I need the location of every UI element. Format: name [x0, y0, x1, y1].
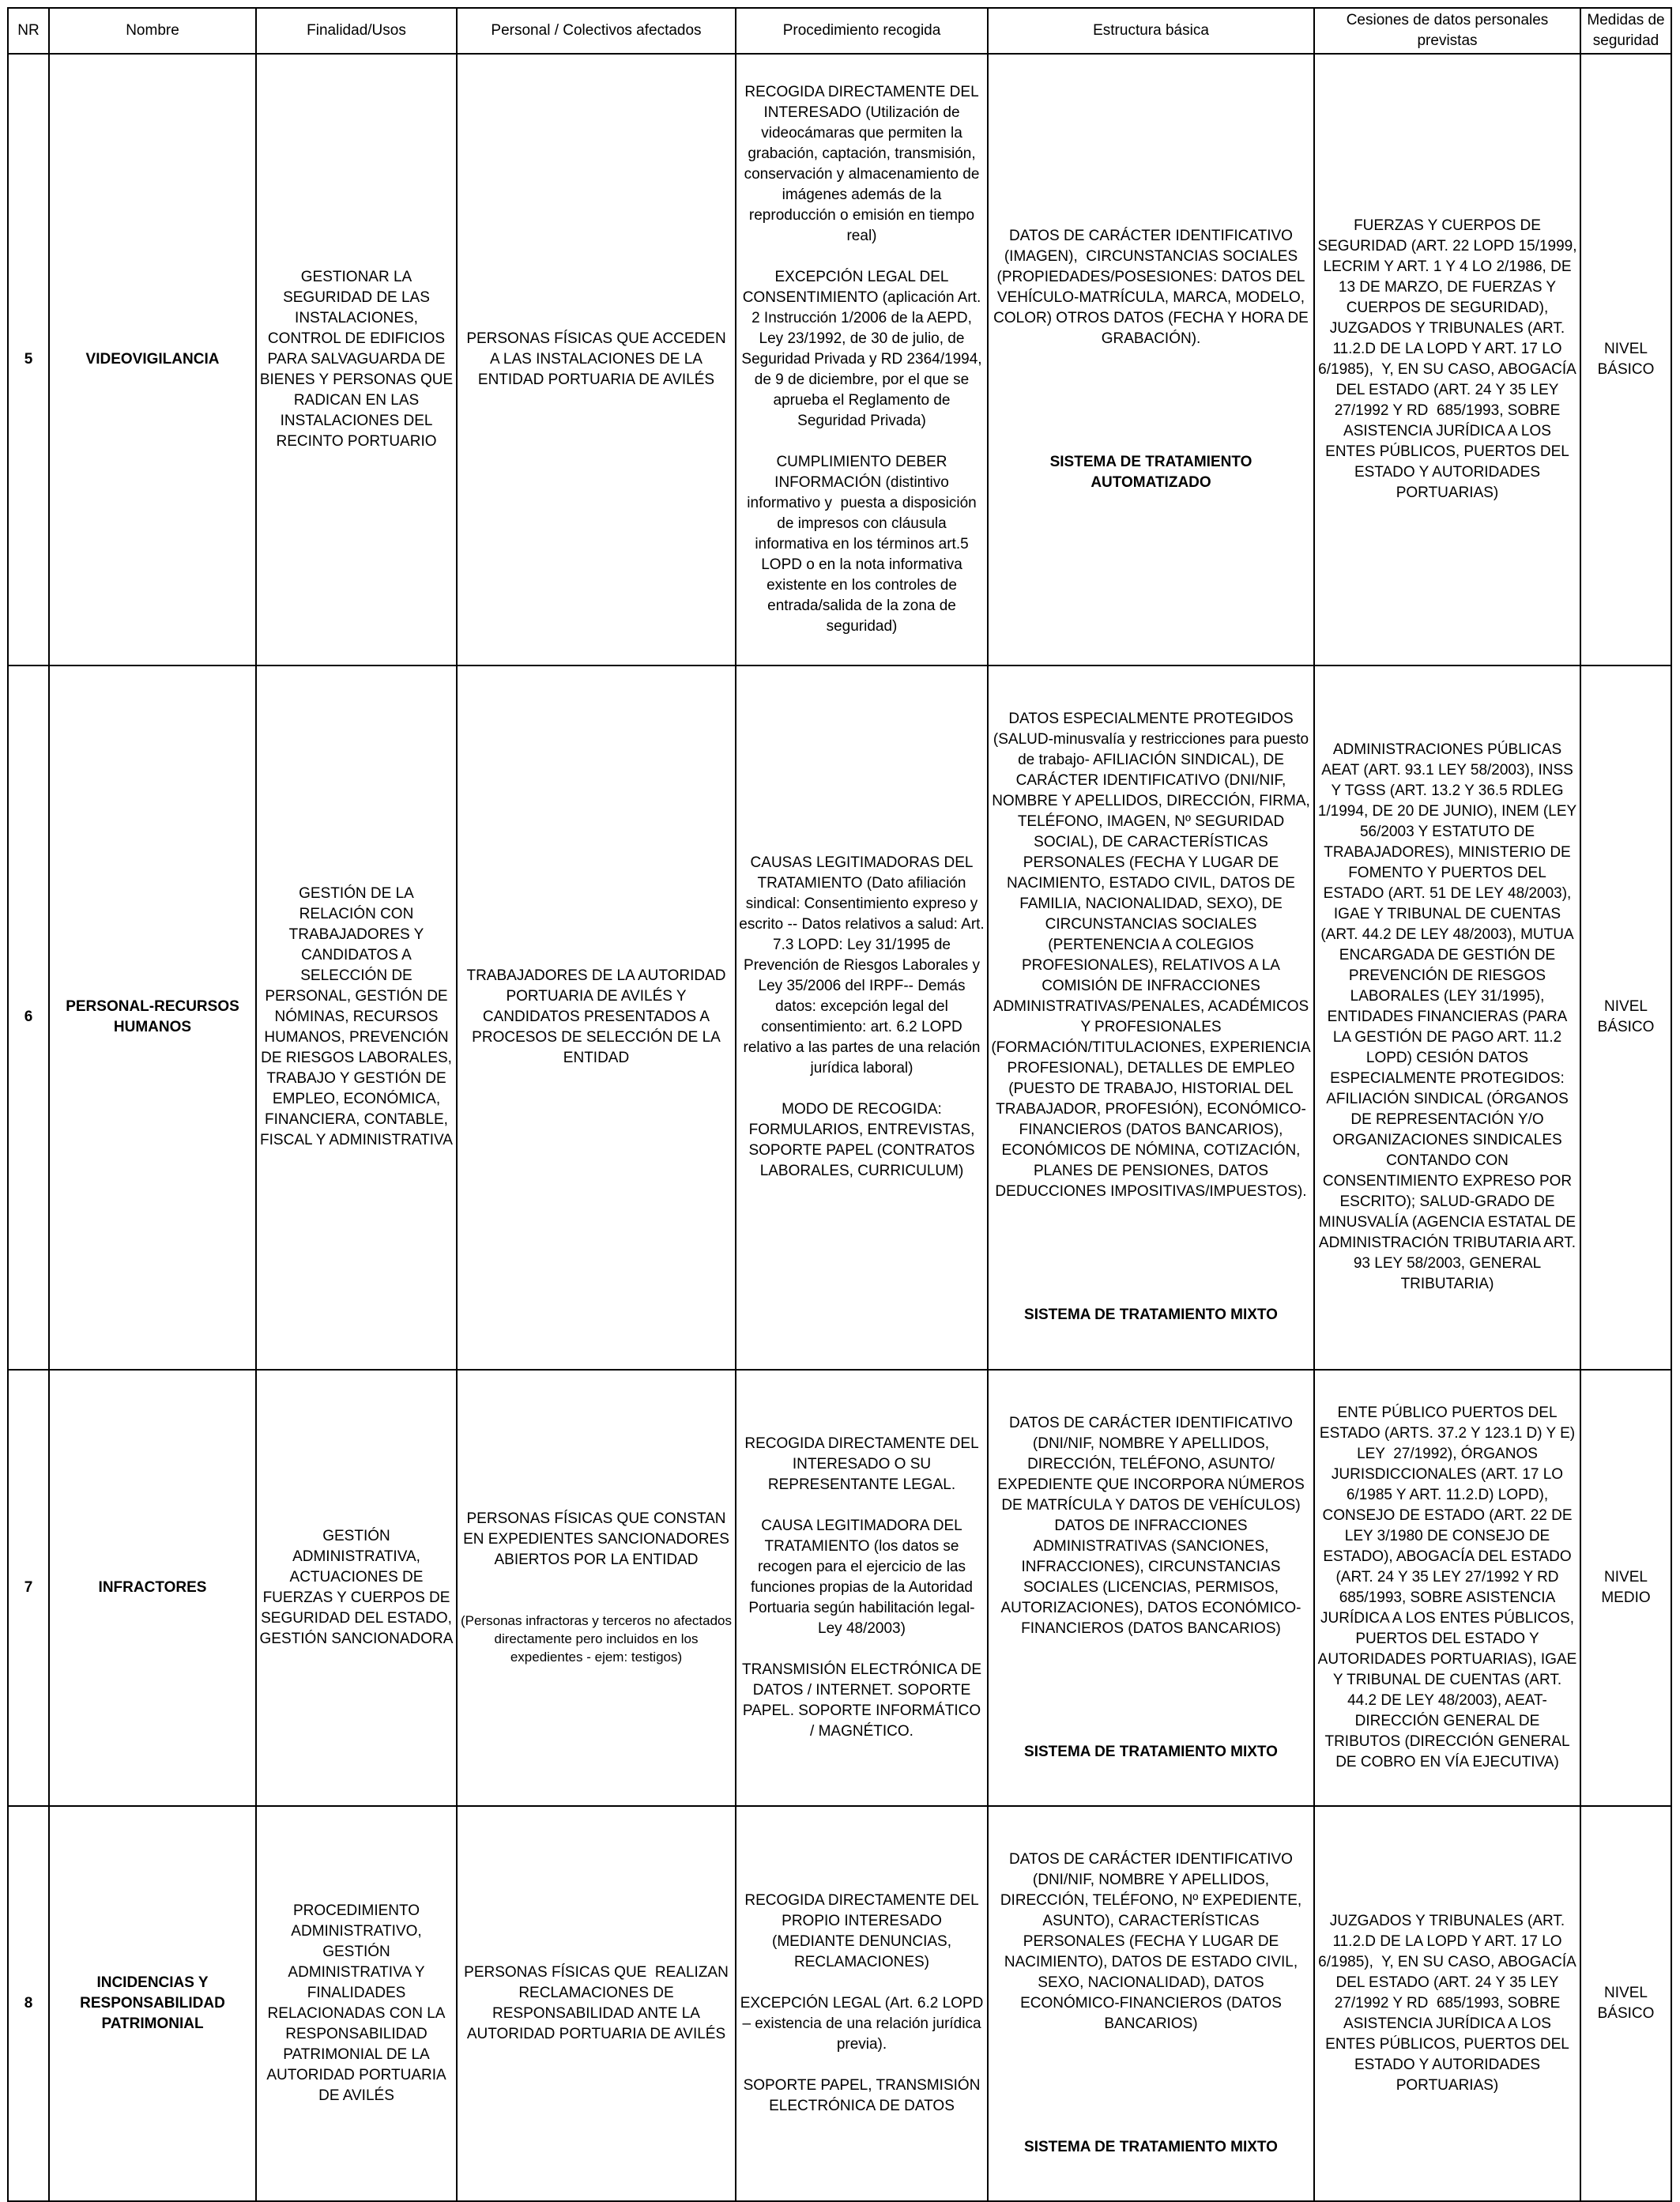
colectivos-text: PERSONAS FÍSICAS QUE CONSTAN EN EXPEDIENTES SANCIONADORES ABIERTOS POR LA ENTIDAD: [463, 1510, 733, 1568]
estructura-text: DATOS ESPECIALMENTE PROTEGIDOS (SALUD-minusvalía y restricciones para puesto de trabajo- AFILIACIÓN SINDICAL), DE CARÁCTER IDENTIFICATIVO (DNI/NIF, NOMBRE Y APELLIDOS, DIRECCIÓN, FIRMA, TELÉFONO, IMAGEN, Nº SEGURIDAD SOCIAL), DE CARACTERÍSTICAS PERSONALES (FECHA Y LUGAR DE NACIMIENTO, ESTADO CIVIL, DATOS DE FAMILIA, NACIONALIDAD, SEXO), DE CIRCUNSTANCIAS SOCIALES (PERTENENCIA A COLEGIOS PROFESIONALES), RELATIVOS A LA COMISIÓN DE INFRACCIONES ADMINISTRATIVAS/PENALES, ACADÉMICOS Y PROFESIONALES (FORMACIÓN/TITULACIONES, EXPERIENCIA PROFESIONAL), DETALLES DE EMPLEO (PUESTO DE TRABAJO, HISTORIAL DEL TRABAJADOR, PROFESIÓN), ECONÓMICO-FINANCIEROS (DATOS BANCARIOS), ECONÓMICOS DE NÓMINA, COTIZACIÓN, PLANES DE PENSIONES, DATOS DEDUCCIONES IMPOSITIVAS/IMPUESTOS).: [991, 711, 1315, 1201]
sistema-tratamiento: SISTEMA DE TRATAMIENTO MIXTO: [1024, 1743, 1278, 1760]
row-colectivos: PERSONAS FÍSICAS QUE ACCEDEN A LAS INSTALACIONES DE LA ENTIDAD PORTUARIA DE AVILÉS: [457, 54, 736, 666]
row-nombre: PERSONAL-RECURSOS HUMANOS: [49, 666, 256, 1370]
data-protection-register-table: [7, 7, 1672, 2202]
row-nr: 7: [8, 1370, 49, 1806]
estructura-text: DATOS DE CARÁCTER IDENTIFICATIVO (IMAGEN), CIRCUNSTANCIAS SOCIALES (PROPIEDADES/POSESIONES: DATOS DEL VEHÍCULO-MATRÍCULA, MARCA, MODELO, COLOR) OTROS DATOS (FECHA Y HORA DE GRABACIÓN).: [993, 227, 1313, 347]
row-finalidad: GESTIÓN DE LA RELACIÓN CON TRABAJADORES Y CANDIDATOS A SELECCIÓN DE PERSONAL, GESTIÓN DE NÓMINAS, RECURSOS HUMANOS, PREVENCIÓN DE RIESGOS LABORALES, TRABAJO Y GESTIÓN DE EMPLEO, ECONÓMICA, FINANCIERA, CONTABLE, FISCAL Y ADMINISTRATIVA: [256, 666, 457, 1370]
header-finalidad: Finalidad/Usos: [256, 8, 457, 54]
row-medidas: NIVEL BÁSICO: [1580, 1806, 1671, 2201]
table-row: [8, 1806, 1671, 2201]
sistema-tratamiento: SISTEMA DE TRATAMIENTO AUTOMATIZADO: [1049, 454, 1256, 492]
header-row: [8, 8, 1671, 54]
row-cesiones: ENTE PÚBLICO PUERTOS DEL ESTADO (ARTS. 37.2 Y 123.1 D) Y E) LEY 27/1992), ÓRGANOS JURISDICCIONALES (ART. 17 LO 6/1985 Y ART. 11.2.D) LOPD), CONSEJO DE ESTADO (ART. 22 DE LEY 3/1980 DE CONSEJO DE ESTADO), ABOGACÍA DEL ESTADO (ART. 24 Y 35 LEY 27/1992 Y RD 685/1993, SOBRE ASISTENCIA JURÍDICA A LOS ENTES PÚBLICOS, PUERTOS DEL ESTADO Y AUTORIDADES PORTUARIAS), IGAE Y TRIBUNAL DE CUENTAS (ART. 44.2 DE LEY 48/2003), AEAT-DIRECCIÓN GENERAL DE TRIBUTOS (DIRECCIÓN GENERAL DE COBRO EN VÍA EJECUTIVA): [1314, 1370, 1580, 1806]
estructura-text: DATOS DE CARÁCTER IDENTIFICATIVO (DNI/NIF, NOMBRE Y APELLIDOS, DIRECCIÓN, TELÉFONO, ASUNTO/ EXPEDIENTE QUE INCORPORA NÚMEROS DE MATRÍCULA Y DATOS DE VEHÍCULOS) DATOS DE INFRACCIONES ADMINISTRATIVAS (SANCIONES, INFRACCIONES), CIRCUNSTANCIAS SOCIALES (LICENCIAS, PERMISOS, AUTORIZACIONES), DATOS ECONÓMICO-FINANCIEROS (DATOS BANCARIOS): [997, 1414, 1309, 1637]
sistema-tratamiento: SISTEMA DE TRATAMIENTO MIXTO: [1024, 1306, 1278, 1324]
row-nr: 6: [8, 666, 49, 1370]
row-estructura: [988, 1370, 1314, 1806]
row-estructura: [988, 1806, 1314, 2201]
row-medidas: NIVEL MEDIO: [1580, 1370, 1671, 1806]
row-procedimiento: RECOGIDA DIRECTAMENTE DEL INTERESADO O SU REPRESENTANTE LEGAL. CAUSA LEGITIMADORA DEL TRATAMIENTO (los datos se recogen para el ejercicio de las funciones propias de la Autoridad Portuaria según habilitación legal- Ley 48/2003) TRANSMISIÓN ELECTRÓNICA DE DATOS / INTERNET. SOPORTE PAPEL. SOPORTE INFORMÁTICO / MAGNÉTICO.: [736, 1370, 988, 1806]
table-row: [8, 54, 1671, 666]
row-nombre: INCIDENCIAS Y RESPONSABILIDAD PATRIMONIAL: [49, 1806, 256, 2201]
row-estructura: [988, 54, 1314, 666]
colectivos-note: (Personas infractoras y terceros no afectados directamente pero incluidos en los expedientes - ejem: testigos): [461, 1612, 736, 1665]
table-row: [8, 1370, 1671, 1806]
header-cesiones: Cesiones de datos personales previstas: [1314, 8, 1580, 54]
row-colectivos: PERSONAS FÍSICAS QUE REALIZAN RECLAMACIONES DE RESPONSABILIDAD ANTE LA AUTORIDAD PORTUARIA DE AVILÉS: [457, 1806, 736, 2201]
row-procedimiento: CAUSAS LEGITIMADORAS DEL TRATAMIENTO (Dato afiliación sindical: Consentimiento expreso y escrito -- Datos relativos a salud: Art. 7.3 LOPD: Ley 31/1995 de Prevención de Riesgos Laborales y Ley 35/2006 del IRPF-- Demás datos: excepción legal del consentimiento: art. 6.2 LOPD relativo a las partes de una relación jurídica laboral) MODO DE RECOGIDA: FORMULARIOS, ENTREVISTAS, SOPORTE PAPEL (CONTRATOS LABORALES, CURRICULUM): [736, 666, 988, 1370]
sistema-tratamiento: SISTEMA DE TRATAMIENTO MIXTO: [1024, 2139, 1278, 2156]
header-colectivos: Personal / Colectivos afectados: [457, 8, 736, 54]
row-colectivos: TRABAJADORES DE LA AUTORIDAD PORTUARIA DE AVILÉS Y CANDIDATOS PRESENTADOS A PROCESOS DE SELECCIÓN DE LA ENTIDAD: [457, 666, 736, 1370]
header-nr: NR: [8, 8, 49, 54]
table-row: [8, 666, 1671, 1370]
row-nombre: VIDEOVIGILANCIA: [49, 54, 256, 666]
row-cesiones: ADMINISTRACIONES PÚBLICAS AEAT (ART. 93.1 LEY 58/2003), INSS Y TGSS (ART. 13.2 Y 36.5 RDLEG 1/1994, DE 20 DE JUNIO), INEM (LEY 56/2003 Y ESTATUTO DE TRABAJADORES), MINISTERIO DE FOMENTO Y PUERTOS DEL ESTADO (ART. 51 DE LEY 48/2003), IGAE Y TRIBUNAL DE CUENTAS (ART. 44.2 DE LEY 48/2003), MUTUA ENCARGADA DE GESTIÓN DE PREVENCIÓN DE RIESGOS LABORALES (LEY 31/1995), ENTIDADES FINANCIERAS (PARA LA GESTIÓN DE PAGO ART. 11.2 LOPD) CESIÓN DATOS ESPECIALMENTE PROTEGIDOS: AFILIACIÓN SINDICAL (ÓRGANOS DE REPRESENTACIÓN Y/O ORGANIZACIONES SINDICALES CONTANDO CON CONSENTIMIENTO EXPRESO POR ESCRITO); SALUD-GRADO DE MINUSVALÍA (AGENCIA ESTATAL DE ADMINISTRACIÓN TRIBUTARIA ART. 93 LEY 58/2003, GENERAL TRIBUTARIA): [1314, 666, 1580, 1370]
header-medidas: Medidas de seguridad: [1580, 8, 1671, 54]
row-cesiones: FUERZAS Y CUERPOS DE SEGURIDAD (ART. 22 LOPD 15/1999, LECRIM Y ART. 1 Y 4 LO 2/1986, DE 13 DE MARZO, DE FUERZAS Y CUERPOS DE SEGURIDAD), JUZGADOS Y TRIBUNALES (ART. 11.2.D DE LA LOPD Y ART. 17 LO 6/1985), Y, EN SU CASO, ABOGACÍA DEL ESTADO (ART. 24 Y 35 LEY 27/1992 Y RD 685/1993, SOBRE ASISTENCIA JURÍDICA A LOS ENTES PÚBLICOS, PUERTOS DEL ESTADO Y AUTORIDADES PORTUARIAS): [1314, 54, 1580, 666]
row-nombre: INFRACTORES: [49, 1370, 256, 1806]
row-estructura: [988, 666, 1314, 1370]
row-nr: 5: [8, 54, 49, 666]
row-nr: 8: [8, 1806, 49, 2201]
row-colectivos: [457, 1370, 736, 1806]
row-finalidad: GESTIONAR LA SEGURIDAD DE LAS INSTALACIONES, CONTROL DE EDIFICIOS PARA SALVAGUARDA DE BIENES Y PERSONAS QUE RADICAN EN LAS INSTALACIONES DEL RECINTO PORTUARIO: [256, 54, 457, 666]
row-medidas: NIVEL BÁSICO: [1580, 54, 1671, 666]
row-medidas: NIVEL BÁSICO: [1580, 666, 1671, 1370]
row-procedimiento: RECOGIDA DIRECTAMENTE DEL PROPIO INTERESADO (MEDIANTE DENUNCIAS, RECLAMACIONES) EXCEPCIÓN LEGAL (Art. 6.2 LOPD – existencia de una relación jurídica previa). SOPORTE PAPEL, TRANSMISIÓN ELECTRÓNICA DE DATOS: [736, 1806, 988, 2201]
row-finalidad: PROCEDIMIENTO ADMINISTRATIVO, GESTIÓN ADMINISTRATIVA Y FINALIDADES RELACIONADAS CON LA RESPONSABILIDAD PATRIMONIAL DE LA AUTORIDAD PORTUARIA DE AVILÉS: [256, 1806, 457, 2201]
header-estructura: Estructura básica: [988, 8, 1314, 54]
header-procedimiento: Procedimiento recogida: [736, 8, 988, 54]
header-nombre: Nombre: [49, 8, 256, 54]
row-procedimiento: RECOGIDA DIRECTAMENTE DEL INTERESADO (Utilización de videocámaras que permiten la grabación, captación, transmisión, conservación y almacenamiento de imágenes además de la reproducción o emisión en tiempo real) EXCEPCIÓN LEGAL DEL CONSENTIMIENTO (aplicación Art. 2 Instrucción 1/2006 de la AEPD, Ley 23/1992, de 30 de julio, de Seguridad Privada y RD 2364/1994, de 9 de diciembre, por el que se aprueba el Reglamento de Seguridad Privada) CUMPLIMIENTO DEBER INFORMACIÓN (distintivo informativo y puesta a disposición de impresos con cláusula informativa en los términos art.5 LOPD o en la nota informativa existente en los controles de entrada/salida de la zona de seguridad): [736, 54, 988, 666]
estructura-text: DATOS DE CARÁCTER IDENTIFICATIVO (DNI/NIF, NOMBRE Y APELLIDOS, DIRECCIÓN, TELÉFONO, Nº EXPEDIENTE, ASUNTO), CARACTERÍSTICAS PERSONALES (FECHA Y LUGAR DE NACIMIENTO), DATOS DE ESTADO CIVIL, SEXO, NACIONALIDAD), DATOS ECONÓMICO-FINANCIEROS (DATOS BANCARIOS): [1000, 1850, 1305, 2033]
row-cesiones: JUZGADOS Y TRIBUNALES (ART. 11.2.D DE LA LOPD Y ART. 17 LO 6/1985), Y, EN SU CASO, ABOGACÍA DEL ESTADO (ART. 24 Y 35 LEY 27/1992 Y RD 685/1993, SOBRE ASISTENCIA JURÍDICA A LOS ENTES PÚBLICOS, PUERTOS DEL ESTADO Y AUTORIDADES PORTUARIAS): [1314, 1806, 1580, 2201]
row-finalidad: GESTIÓN ADMINISTRATIVA, ACTUACIONES DE FUERZAS Y CUERPOS DE SEGURIDAD DEL ESTADO, GESTIÓN SANCIONADORA: [256, 1370, 457, 1806]
